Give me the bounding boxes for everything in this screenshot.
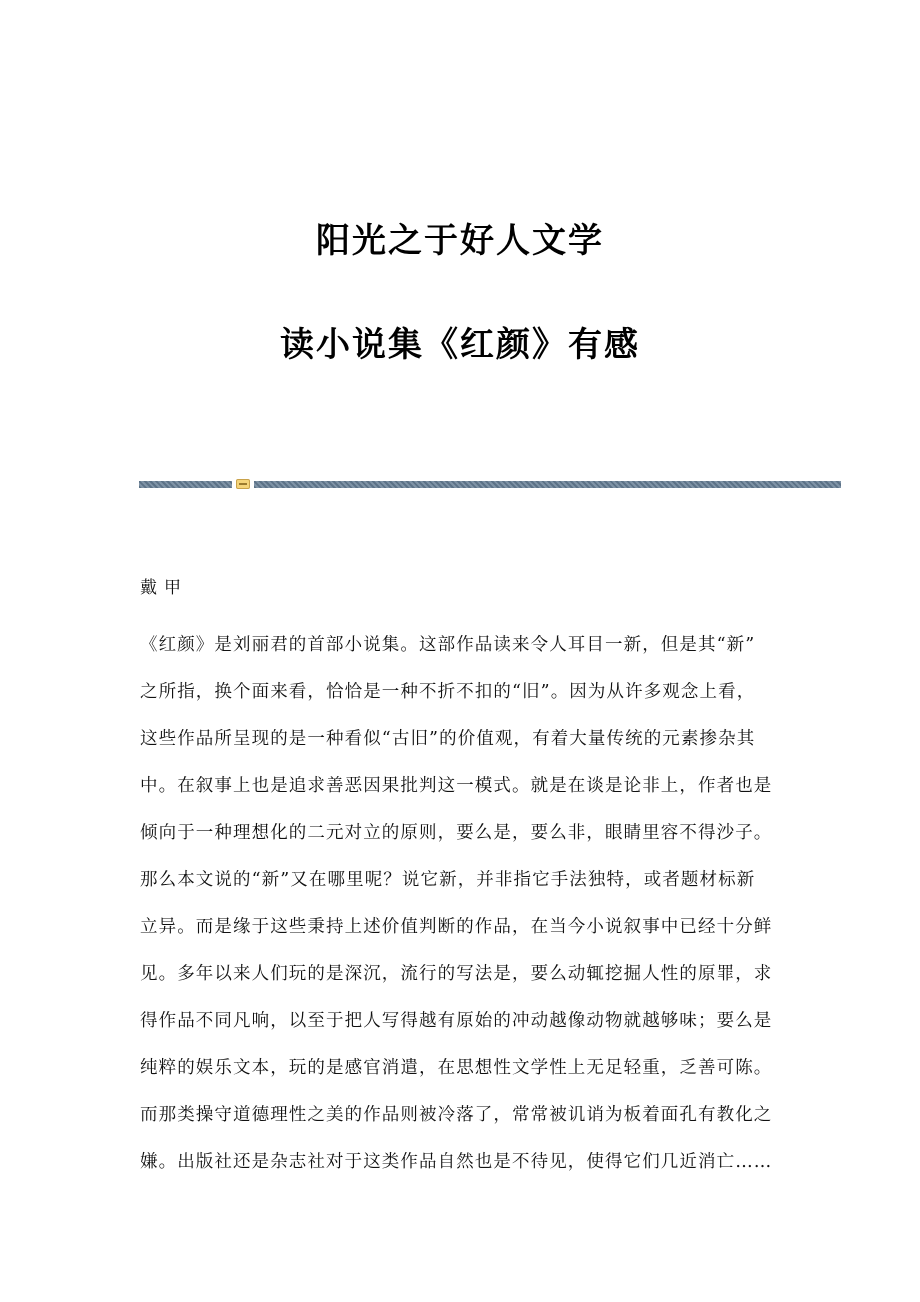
paragraph-line: 之所指，换个面来看，恰恰是一种不折不扣的“旧”。因为从许多观念上看， [140,682,756,702]
document-subtitle: 读小说集《红颜》有感 [280,325,640,365]
paragraph-line: 纯粹的娱乐文本，玩的是感官消遣，在思想性文学性上无足轻重，乏善可陈。 [140,1058,773,1078]
divider-ornament-icon [236,479,250,489]
paragraph-line: 立异。而是缘于这些秉持上述价值判断的作品，在当今小说叙事中已经十分鲜 [140,917,773,937]
paragraph-line: 中。在叙事上也是追求善恶因果批判这一模式。就是在谈是论非上，作者也是 [140,776,773,796]
title-divider [139,479,841,489]
divider-bar-left [139,481,232,488]
paragraph-line: 得作品不同凡响，以至于把人写得越有原始的冲动越像动物就越够味；要么是 [140,1011,773,1031]
divider-bar-right [254,481,841,488]
paragraph-line: 那么本文说的“新”又在哪里呢？说它新，并非指它手法独特，或者题材标新 [140,870,756,890]
paragraph-line: 倾向于一种理想化的二元对立的原则，要么是，要么非，眼睛里容不得沙子。 [140,823,773,843]
paragraph-line: 《红颜》是刘丽君的首部小说集。这部作品读来令人耳目一新，但是其“新” [140,635,756,655]
author-name: 戴甲 [140,578,188,598]
paragraph-line: 而那类操守道德理性之美的作品则被冷落了，常常被讥诮为板着面孔有教化之 [140,1105,773,1125]
paragraph-line: 这些作品所呈现的是一种看似“古旧”的价值观，有着大量传统的元素掺杂其 [140,729,756,749]
paragraph-line: 见。多年以来人们玩的是深沉，流行的写法是，要么动辄挖掘人性的原罪，求 [140,964,773,984]
body-paragraph [140,622,772,1186]
paragraph-line: 嫌。出版社还是杂志社对于这类作品自然也是不待见，使得它们几近消亡…… [140,1152,773,1172]
document-title: 阳光之于好人文学 [316,221,604,261]
